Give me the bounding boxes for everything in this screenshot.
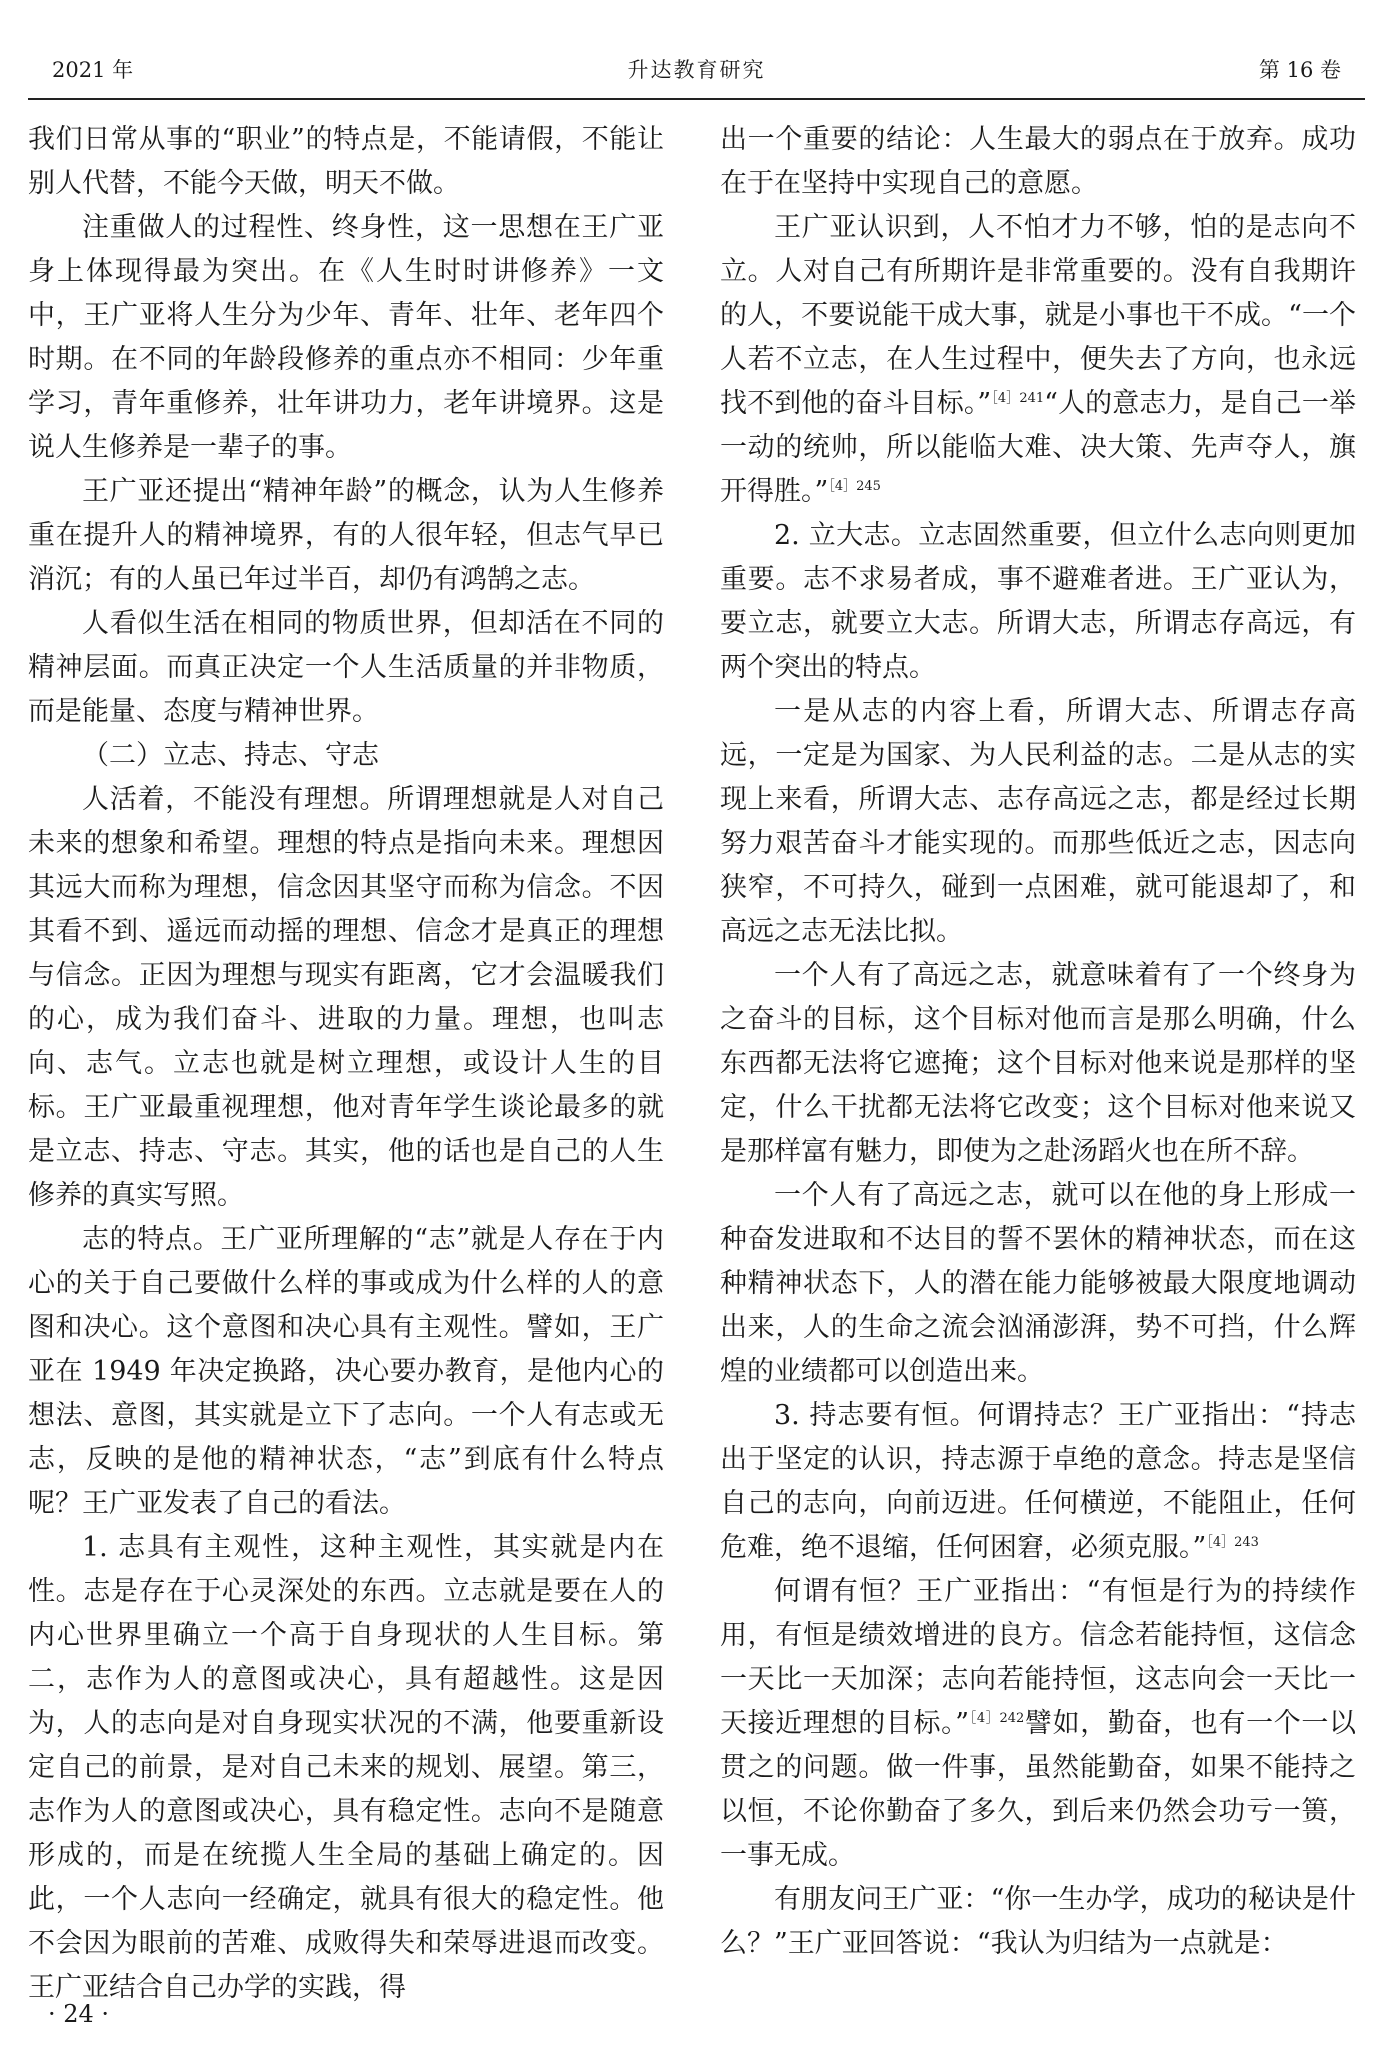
paragraph: 我们日常从事的“职业”的特点是，不能请假，不能让别人代替，不能今天做，明天不做。 [28, 124, 664, 199]
paragraph-text: 何谓有恒？王广亚指出：“有恒是行为的持续作用，有恒是绩效增进的良方。信念若能持恒，这信念一天比一天加深；志向若能持恒，这志向会一天比一天接近理想的目标。” [720, 1576, 1356, 1739]
citation-ref: ［4］243 [1206, 1535, 1259, 1550]
paragraph [720, 206, 1356, 514]
paragraph [720, 1570, 1356, 1878]
paragraph: 一是从志的内容上看，所谓大志、所谓志存高远，一定是为国家、为人民利益的志。二是从志的实现上来看，所谓大志、志存高远之志，都是经过长期努力艰苦奋斗才能实现的。而那些低近之志，因志向狭窄，不可持久，碰到一点困难，就可能退却了，和高远之志无法比拟。 [720, 696, 1356, 947]
paragraph: 一个人有了高远之志，就可以在他的身上形成一种奋发进取和不达目的誓不罢休的精神状态，而在这种精神状态下，人的潜在能力能够被最大限度地调动出来，人的生命之流会汹涌澎湃，势不可挡，什么辉煌的业绩都可以创造出来。 [720, 1180, 1356, 1387]
paragraph: 王广亚还提出“精神年龄”的概念，认为人生修养重在提升人的精神境界，有的人很年轻，但志气早已消沉；有的人虽已年过半百，却仍有鸿鹄之志。 [28, 476, 664, 595]
citation-ref: ［4］241 [991, 391, 1045, 406]
paragraph: 有朋友问王广亚：“你一生办学，成功的秘诀是什么？”王广亚回答说：“我认为归结为一点就是： [720, 1884, 1356, 1959]
header-journal-title: 升达教育研究 [627, 58, 766, 82]
paragraph: 2. 立大志。立志固然重要，但立什么志向则更加重要。志不求易者成，事不避难者进。王广亚认为，要立志，就要立大志。所谓大志，所谓志存高远，有两个突出的特点。 [720, 520, 1356, 683]
paragraph: 1. 志具有主观性，这种主观性，其实就是内在性。志是存在于心灵深处的东西。立志就是要在人的内心世界里确立一个高于自身现状的人生目标。第二，志作为人的意图或决心，具有超越性。这是因为，人的志向是对自身现实状况的不满，他要重新设定自己的前景，是对自己未来的规划、展望。第三，志作为人的意图或决心，具有稳定性。志向不是随意形成的，而是在统揽人生全局的基础上确定的。因此，一个人志向一经确定，就具有很大的稳定性。他不会因为眼前的苦难、成败得失和荣辱进退而改变。王广亚结合自己办学的实践，得 [28, 1532, 664, 2003]
paragraph-text: 3. 持志要有恒。何谓持志？王广亚指出：“持志出于坚定的认识，持志源于卓绝的意念。持志是坚信自己的志向，向前迈进。任何横逆，不能阻止，任何危难，绝不退缩，任何困窘，必须克服。” [720, 1400, 1356, 1563]
citation-ref: ［4］245 [828, 479, 881, 494]
paragraph: 志的特点。王广亚所理解的“志”就是人存在于内心的关于自己要做什么样的事或成为什么样的人的意图和决心。这个意图和决心具有主观性。譬如，王广亚在 1949 年决定换路，决心要办教育，是他内心的想法、意图，其实就是立下了志向。一个人有志或无志，反映的是他的精神状态，“志”到底有什么特点呢？王广亚发表了自己的看法。 [28, 1224, 664, 1519]
paragraph: 一个人有了高远之志，就意味着有了一个终身为之奋斗的目标，这个目标对他而言是那么明确，什么东西都无法将它遮掩；这个目标对他来说是那样的坚定，什么干扰都无法将它改变；这个目标对他来说又是那样富有魅力，即使为之赴汤蹈火也在所不辞。 [720, 960, 1356, 1167]
paragraph-text: 王广亚认识到，人不怕才力不够，怕的是志向不立。人对自己有所期许是非常重要的。没有自我期许的人，不要说能干成大事，就是小事也干不成。“一个人若不立志，在人生过程中，便失去了方向，也永远找不到他的奋斗目标。” [720, 212, 1356, 419]
paragraph [720, 1394, 1356, 1570]
paragraph: 注重做人的过程性、终身性，这一思想在王广亚身上体现得最为突出。在《人生时时讲修养》一文中，王广亚将人生分为少年、青年、壮年、老年四个时期。在不同的年龄段修养的重点亦不相同：少年重学习，青年重修养，壮年讲功力，老年讲境界。这是说人生修养是一辈子的事。 [28, 212, 664, 463]
paragraph: 出一个重要的结论：人生最大的弱点在于放弃。成功在于在坚持中实现自己的意愿。 [720, 124, 1356, 199]
page-number: · 24 · [48, 2000, 110, 2028]
section-subheading: （二）立志、持志、守志 [82, 740, 379, 771]
paragraph: 人活着，不能没有理想。所谓理想就是人对自己未来的想象和希望。理想的特点是指向未来。理想因其远大而称为理想，信念因其坚守而称为信念。不因其看不到、遥远而动摇的理想、信念才是真正的理想与信念。正因为理想与现实有距离，它才会温暖我们的心，成为我们奋斗、进取的力量。理想，也叫志向、志气。立志也就是树立理想，或设计人生的目标。王广亚最重视理想，他对青年学生谈论最多的就是立志、持志、守志。其实，他的话也是自己的人生修养的真实写照。 [28, 784, 664, 1211]
paragraph-text: 譬如，勤奋，也有一个一以贯之的问题。做一件事，虽然能勤奋，如果不能持之以恒，不论你勤奋了多久，到后来仍然会功亏一篑，一事无成。 [720, 1708, 1357, 1871]
header-volume: 第 16 卷 [1258, 58, 1341, 82]
paragraph: 人看似生活在相同的物质世界，但却活在不同的精神层面。而真正决定一个人生活质量的并非物质，而是能量、态度与精神世界。 [28, 608, 664, 727]
left-column [28, 118, 664, 2010]
paragraph-text: “人的意志力，是自己一举一动的统帅，所以能临大难、决大策、先声夺人，旗开得胜。” [720, 388, 1356, 507]
header-year: 2021 年 [52, 58, 134, 82]
citation-ref: ［4］242 [969, 1711, 1025, 1726]
page-header [28, 52, 1365, 100]
right-column [720, 118, 1356, 1966]
